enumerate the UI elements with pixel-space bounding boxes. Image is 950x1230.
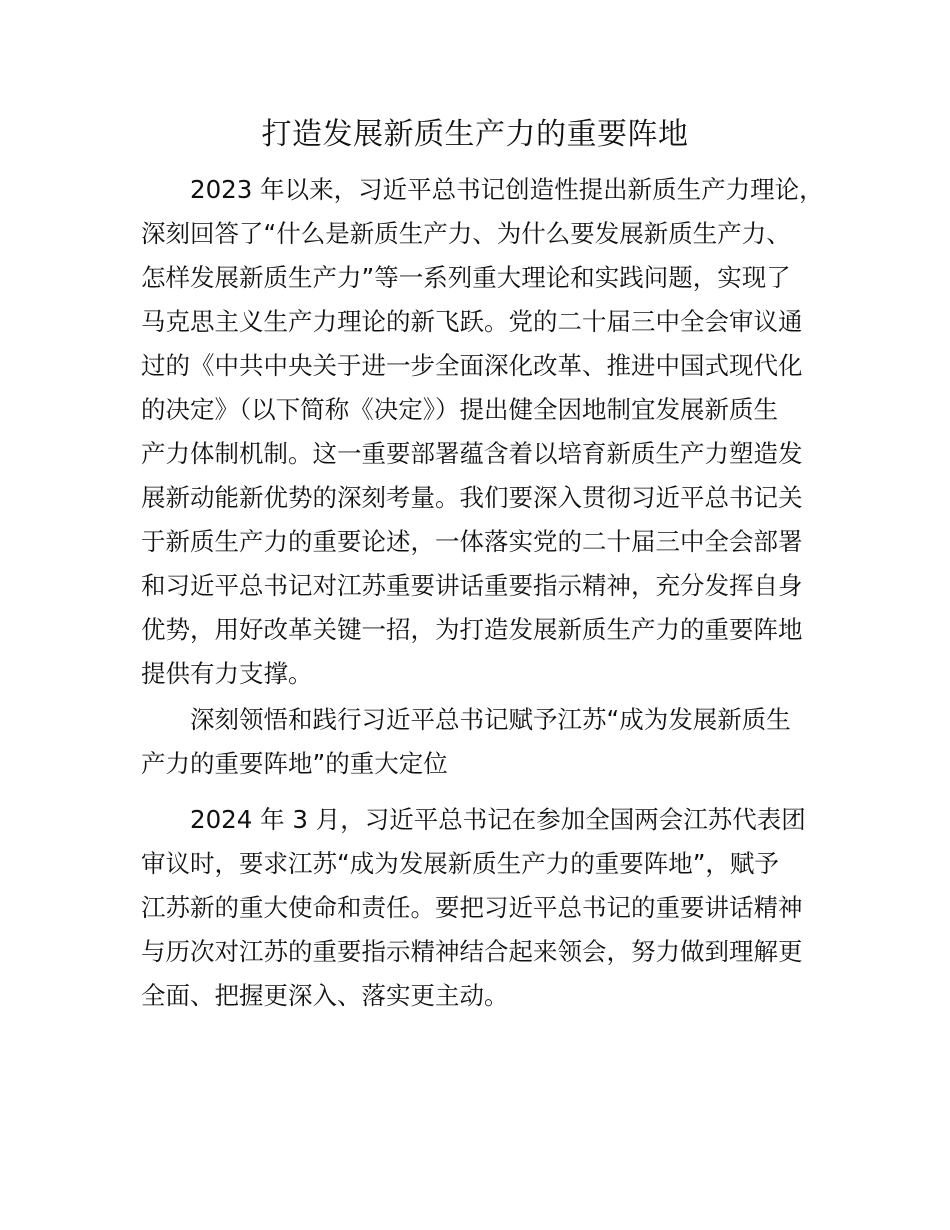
text-line: 产力的重要阵地”的重大定位 (141, 749, 448, 778)
text-line: 过的《中共中央关于进一步全面深化改革、推进中国式现代化 (141, 351, 803, 380)
text-line: 深刻回答了“什么是新质生产力、为什么要发展新质生产力、 (141, 219, 791, 248)
text-line: 和习近平总书记对江苏重要讲话重要指示精神，充分发挥自身 (141, 571, 803, 600)
paragraph-body (141, 798, 839, 1018)
section-heading (141, 698, 839, 786)
text-line: 审议时，要求江苏“成为发展新质生产力的重要阵地”，赋予 (141, 849, 779, 878)
text-line: 提供有力支撑。 (141, 659, 313, 688)
document-title: 打造发展新质生产力的重要阵地 (261, 117, 689, 152)
text-line: 产力体制机制。这一重要部署蕴含着以培育新质生产力塑造发 (141, 439, 803, 468)
text-line: 与历次对江苏的重要指示精神结合起来领会，努力做到理解更 (141, 937, 803, 966)
text-line: 马克思主义生产力理论的新飞跃。党的二十届三中全会审议通 (141, 307, 803, 336)
text-line: 优势，用好改革关键一招，为打造发展新质生产力的重要阵地 (141, 615, 803, 644)
text-line: 全面、把握更深入、落实更主动。 (141, 981, 509, 1010)
text-line: 的决定》（以下简称《决定》）提出健全因地制宜发展新质生 (141, 395, 778, 424)
text-line: 怎样发展新质生产力”等一系列重大理论和实践问题，实现了 (141, 263, 791, 292)
text-line: 于新质生产力的重要论述，一体落实党的二十届三中全会部署 (141, 527, 803, 556)
text-line: 展新动能新优势的深刻考量。我们要深入贯彻习近平总书记关 (141, 483, 803, 512)
text-line: 深刻领悟和践行习近平总书记赋予江苏“成为发展新质生 (190, 705, 791, 734)
text-line: 江苏新的重大使命和责任。要把习近平总书记的重要讲话精神 (141, 893, 803, 922)
paragraph-intro (141, 168, 839, 696)
text-line: 2023 年以来，习近平总书记创造性提出新质生产力理论， (190, 175, 824, 204)
text-line: 2024 年 3 月，习近平总书记在参加全国两会江苏代表团 (190, 805, 806, 834)
